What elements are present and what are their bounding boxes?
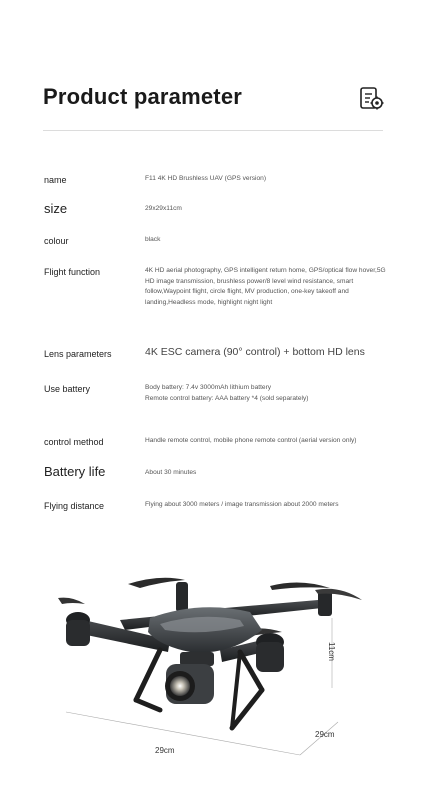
param-label-distance: Flying distance: [44, 501, 105, 511]
param-value-battery-life: About 30 minutes: [145, 469, 197, 476]
param-label-battery: Use battery: [44, 384, 91, 394]
param-value-battery-line: Remote control battery: AAA battery *4 (sold separately): [145, 394, 309, 402]
dimension-depth: 29cm: [315, 730, 335, 739]
title-divider: [43, 130, 383, 131]
dimension-height: 11cm: [327, 642, 336, 661]
param-label-control: control method: [44, 437, 104, 447]
param-value-name: F11 4K HD Brushless UAV (GPS version): [145, 175, 267, 182]
param-label-lens: Lens parameters: [44, 349, 112, 359]
param-value-colour: black: [145, 236, 161, 243]
page-title: Product parameter: [43, 84, 243, 109]
param-label-name: name: [44, 175, 67, 185]
param-value-flight-function: 4K HD aerial photography, GPS intelligent return home, GPS/optical flow hover,5G HD image transmission, brushless power/8 level wind resistance, smart follow,Waypoint flight, circle flight, MV production, one-key takeoff and landing,Headless mode, highlight night light: [145, 267, 386, 306]
param-value-battery-line: Body battery: 7.4v 3000mAh lithium battery: [145, 384, 272, 391]
param-value-distance: Flying about 3000 meters / image transmission about 2000 meters: [145, 501, 339, 508]
drone-image: [0, 560, 423, 800]
param-value-lens: 4K ESC camera (90° control) + bottom HD lens: [145, 346, 365, 358]
param-label-size: size: [44, 201, 68, 216]
spec-sheet-gear-icon: [358, 86, 384, 112]
param-value-control: Handle remote control, mobile phone remote control (aerial version only): [145, 437, 357, 444]
param-value-size: 29x29x11cm: [145, 205, 182, 212]
param-label-battery-life: Battery life: [44, 464, 106, 479]
param-label-colour: colour: [44, 236, 69, 246]
param-label-flight-function: Flight function: [44, 267, 101, 277]
param-value-battery: [145, 383, 395, 404]
dimension-width: 29cm: [155, 746, 175, 755]
